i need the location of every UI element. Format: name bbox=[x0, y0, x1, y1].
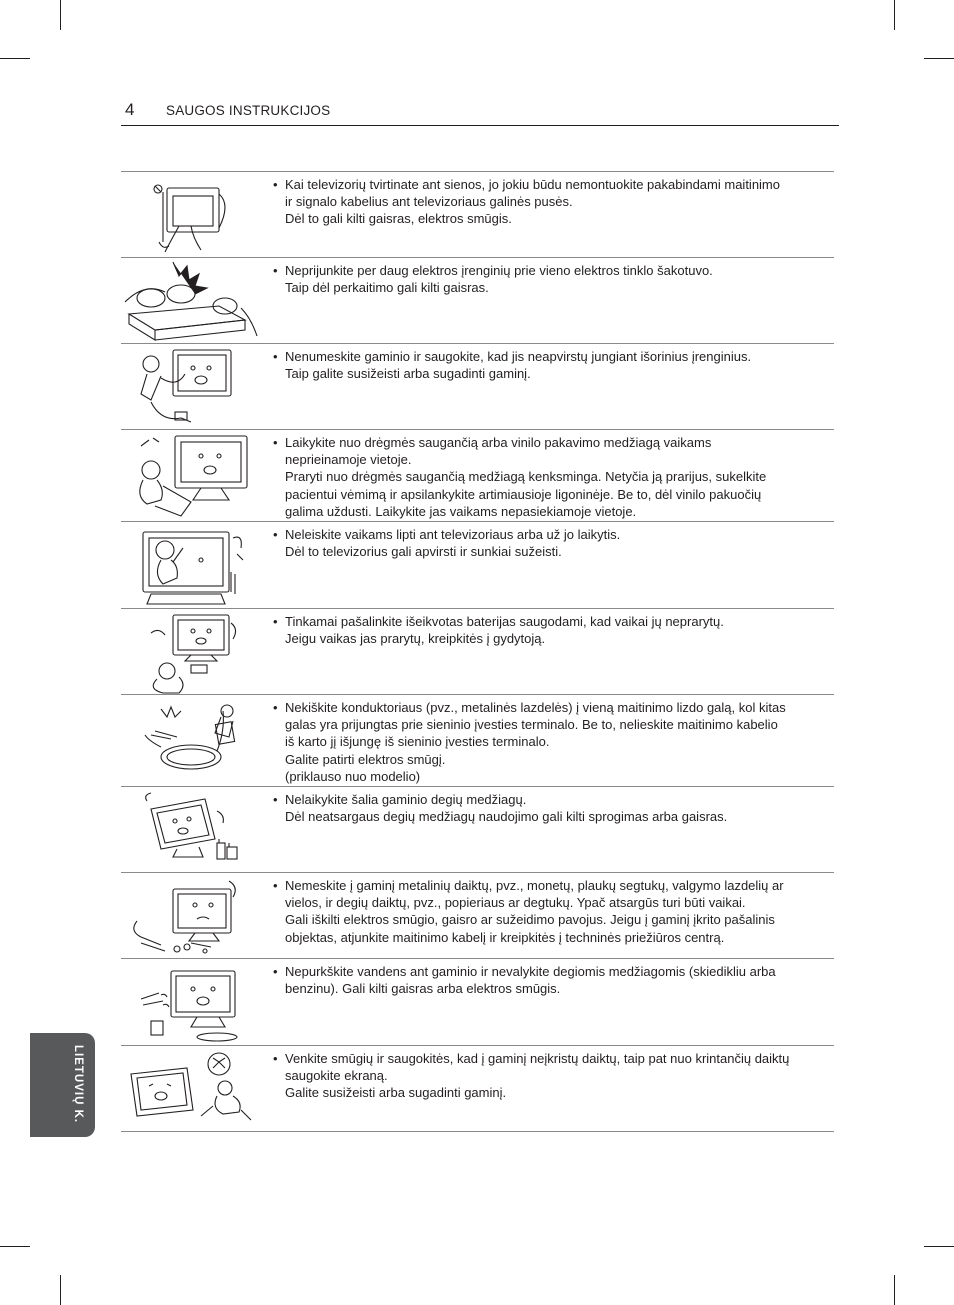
instruction-line: Taip dėl perkaitimo gali kilti gaisras. bbox=[285, 280, 489, 296]
page-section-title: SAUGOS INSTRUKCIJOS bbox=[166, 103, 331, 118]
instruction-line: • Nemeskite į gaminį metalinių daiktų, pvz., monetų, plaukų segtukų, valgymo lazdelių ar bbox=[273, 877, 828, 894]
instruction-text bbox=[261, 172, 834, 257]
instruction-line: Dėl to televizorius gali apvirsti ir sunkiai sužeisti. bbox=[285, 544, 562, 560]
flammable-materials-illustration-icon bbox=[121, 787, 261, 872]
instruction-line: (priklauso nuo modelio) bbox=[285, 768, 421, 784]
water-spray-illustration-icon bbox=[121, 959, 261, 1045]
instruction-line: Dėl to gali kilti gaisras, elektros smūgis. bbox=[285, 211, 512, 227]
language-label: LIETUVIŲ K. bbox=[72, 1045, 84, 1124]
instruction-line: • Nekiškite konduktoriaus (pvz., metalinės lazdelės) į vieną maitinimo lizdo galą, kol kitas bbox=[273, 699, 828, 716]
conductor-in-plug-illustration-icon bbox=[121, 695, 261, 786]
instruction-line: iš karto jį išjungę iš sieninio įvesties terminalo. bbox=[285, 734, 550, 750]
instruction-row bbox=[121, 172, 834, 258]
child-swallowing-battery-illustration-icon bbox=[121, 609, 261, 694]
ball-impact-illustration-icon bbox=[121, 1046, 261, 1131]
crop-mark bbox=[0, 1246, 30, 1247]
instruction-line: Dėl neatsargaus degių medžiagų naudojimo gali kilti sprogimas arba gaisras. bbox=[285, 809, 728, 825]
instruction-line: Galite susižeisti arba sugadinti gaminį. bbox=[285, 1085, 507, 1101]
instruction-row bbox=[121, 787, 834, 873]
instruction-line: Praryti nuo drėgmės saugančią medžiagą kenksminga. Netyčia ją prarijus, sukelkite bbox=[285, 469, 767, 485]
instruction-row bbox=[121, 873, 834, 959]
instruction-line: • Laikykite nuo drėgmės saugančią arba vinilo pakavimo medžiagą vaikams bbox=[273, 434, 828, 451]
instruction-text bbox=[261, 695, 834, 786]
instruction-text bbox=[261, 430, 834, 521]
safety-instructions-table bbox=[121, 171, 834, 1132]
instruction-line: objektas, atjunkite maitinimo kabelį ir kreipkitės į techninės priežiūros centrą. bbox=[285, 929, 725, 945]
instruction-text bbox=[261, 787, 834, 872]
instruction-text bbox=[261, 609, 834, 694]
instruction-line: galas yra prijungtas prie sieninio įvesties terminalo. Be to, nelieskite maitinimo kabelio bbox=[285, 717, 778, 733]
instruction-line: • Nepurkškite vandens ant gaminio ir nevalykite degiomis medžiagomis (skiedikliu arba bbox=[273, 963, 828, 980]
crop-mark bbox=[894, 1275, 895, 1305]
header-divider bbox=[121, 125, 839, 126]
wall-mount-cable-illustration-icon bbox=[121, 172, 261, 257]
instruction-text bbox=[261, 873, 834, 958]
instruction-text bbox=[261, 959, 834, 1045]
instruction-line: Gali iškilti elektros smūgio, gaisro ar sužeidimo pavojus. Jeigu į gaminį įkrito pašalinis bbox=[285, 912, 775, 928]
instruction-text bbox=[261, 1046, 834, 1131]
instruction-text bbox=[261, 258, 834, 343]
language-side-tab bbox=[30, 1033, 95, 1137]
instruction-line: • Kai televizorių tvirtinate ant sienos, jo jokiu būdu nemontuokite pakabindami maitinimo bbox=[273, 176, 828, 193]
instruction-line: vielos, ir degių daiktų, pvz., popieriaus ar degtukų. Ypač atsargūs turi būti vaikai. bbox=[285, 895, 746, 911]
instruction-row bbox=[121, 522, 834, 609]
child-plastic-bag-illustration-icon bbox=[121, 430, 261, 521]
instruction-line: pacientui vėmimą ir apsilankykite artimiausioje ligoninėje. Be to, dėl vinilo pakuočių bbox=[285, 486, 762, 502]
child-climbing-tv-illustration-icon bbox=[121, 522, 261, 608]
instruction-line: Galite patirti elektros smūgį. bbox=[285, 751, 446, 767]
instruction-line: • Nenumeskite gaminio ir saugokite, kad jis neapvirstų jungiant išorinius įrenginius. bbox=[273, 348, 828, 365]
instruction-text bbox=[261, 344, 834, 429]
instruction-row bbox=[121, 258, 834, 344]
instruction-line: Jeigu vaikas jas prarytų, kreipkitės į gydytoją. bbox=[285, 631, 546, 647]
metal-objects-illustration-icon bbox=[121, 873, 261, 958]
instruction-line: • Nelaikykite šalia gaminio degių medžiagų. bbox=[273, 791, 828, 808]
child-pulling-cable-illustration-icon bbox=[121, 344, 261, 429]
instruction-row bbox=[121, 609, 834, 695]
instruction-line: • Neleiskite vaikams lipti ant televizoriaus arba už jo laikytis. bbox=[273, 526, 828, 543]
crop-mark bbox=[924, 58, 954, 59]
instruction-row bbox=[121, 430, 834, 522]
instruction-row bbox=[121, 695, 834, 787]
crop-mark bbox=[60, 0, 61, 30]
overloaded-power-strip-illustration-icon bbox=[121, 258, 261, 343]
crop-mark bbox=[924, 1246, 954, 1247]
instruction-line: neprieinamoje vietoje. bbox=[285, 452, 412, 468]
instruction-text bbox=[261, 522, 834, 608]
instruction-row bbox=[121, 959, 834, 1046]
crop-mark bbox=[894, 0, 895, 30]
crop-mark bbox=[0, 58, 30, 59]
instruction-line: Taip galite susižeisti arba sugadinti gaminį. bbox=[285, 366, 531, 382]
instruction-line: • Tinkamai pašalinkite išeikvotas baterijas saugodami, kad vaikai jų neprarytų. bbox=[273, 613, 828, 630]
instruction-line: ir signalo kabelius ant televizoriaus galinės pusės. bbox=[285, 194, 573, 210]
instruction-line: saugokite ekraną. bbox=[285, 1068, 388, 1084]
page-number: 4 bbox=[125, 100, 135, 119]
crop-mark bbox=[60, 1275, 61, 1305]
instruction-row bbox=[121, 1046, 834, 1132]
instruction-line: galima uždusti. Laikykite jas vaikams nepasiekiamoje vietoje. bbox=[285, 503, 637, 519]
instruction-line: benzinu). Gali kilti gaisras arba elektros smūgis. bbox=[285, 981, 561, 997]
instruction-row bbox=[121, 344, 834, 430]
instruction-line: • Venkite smūgių ir saugokitės, kad į gaminį neįkristų daiktų, taip pat nuo krintančių daiktų bbox=[273, 1050, 828, 1067]
instruction-line: • Neprijunkite per daug elektros įrenginių prie vieno elektros tinklo šakotuvo. bbox=[273, 262, 828, 279]
